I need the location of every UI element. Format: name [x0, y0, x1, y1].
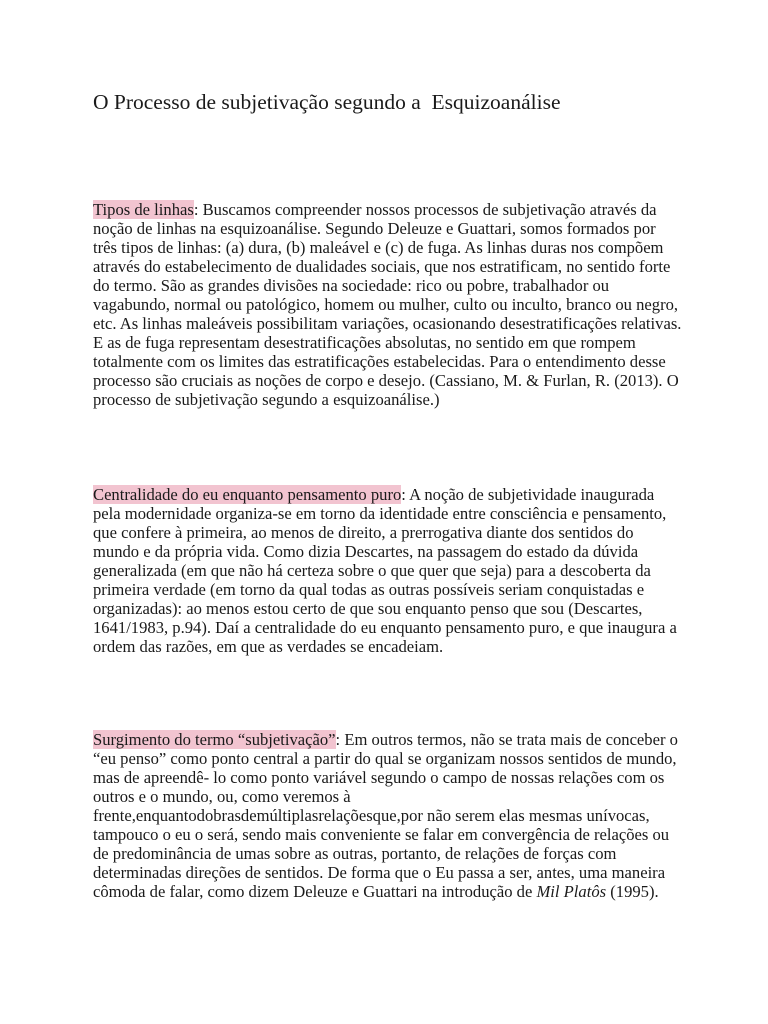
section-heading-separator: :	[335, 730, 341, 749]
section-heading-separator: :	[193, 200, 199, 219]
section-body-end: (1995).	[606, 882, 659, 901]
book-title: Mil Platôs	[536, 882, 607, 901]
section-heading-highlight: Tipos de linhas	[93, 200, 194, 219]
section-body: Em outros termos, não se trata mais de conceber o “eu penso” como ponto central a partir do qual se organizam nossos sentidos de mundo, mas de apreendê- lo como ponto variável segundo o campo de nossas relações com os outros e o mundo, ou, como veremos à frente,enquantodobrasdemúltiplasrelaçõesque,por não serem elas mesmas unívocas, tampouco o eu o será, sendo mais conveniente se falar em convergência de relações ou de predominância de umas sobre as outras, portanto, de relações de forças com determinadas direções de sentidos. De forma que o Eu passa a ser, antes, uma maneira cômoda de falar, como dizem Deleuze e Guattari na introdução de	[93, 730, 678, 901]
document-title: O Processo de subjetivação segundo a Esquizoanálise	[93, 90, 561, 114]
section-body: Buscamos compreender nossos processos de subjetivação através da noção de linhas na esquizoanálise. Segundo Deleuze e Guattari, somos formados por três tipos de linhas: (a) dura, (b) maleável e (c) de fuga. As linhas duras nos compõem através do estabelecimento de dualidades sociais, que nos estratificam, no sentido forte do termo. São as grandes divisões na sociedade: rico ou pobre, trabalhador ou vagabundo, normal ou patológico, homem ou mulher, culto ou inculto, branco ou negro, etc. As linhas maleáveis possibilitam variações, ocasionando desestratificações relativas. E as de fuga representam desestratificações absolutas, no sentido em que rompem totalmente com os limites das estratificações estabelecidas. Para o entendimento desse processo são cruciais as noções de corpo e desejo. (Cassiano, M. & Furlan, R. (2013). O processo de subjetivação segundo a esquizoanálise.)	[93, 200, 682, 409]
section-surgimento-do-termo	[93, 730, 683, 901]
section-centralidade-do-eu	[93, 485, 683, 656]
section-heading-separator: :	[401, 485, 406, 504]
section-heading-highlight: Centralidade do eu enquanto pensamento puro	[93, 485, 402, 504]
section-body: A noção de subjetividade inaugurada pela modernidade organiza-se em torno da identidade entre consciência e pensamento, que confere à primeira, ao menos de direito, a prerrogativa diante dos sentidos do mundo e da própria vida. Como dizia Descartes, na passagem do estado da dúvida generalizada (em que não há certeza sobre o que quer que seja) para a descoberta da primeira verdade (em torno da qual todas as outras possíveis seriam conquistadas e organizadas): ao menos estou certo de que sou enquanto penso que sou (Descartes, 1641/1983, p.94). Daí a centralidade do eu enquanto pensamento puro, e que inaugura a ordem das razões, em que as verdades se encadeiam.	[93, 485, 677, 656]
section-heading-highlight: Surgimento do termo “subjetivação”	[93, 730, 336, 749]
section-tipos-de-linhas	[93, 200, 683, 409]
